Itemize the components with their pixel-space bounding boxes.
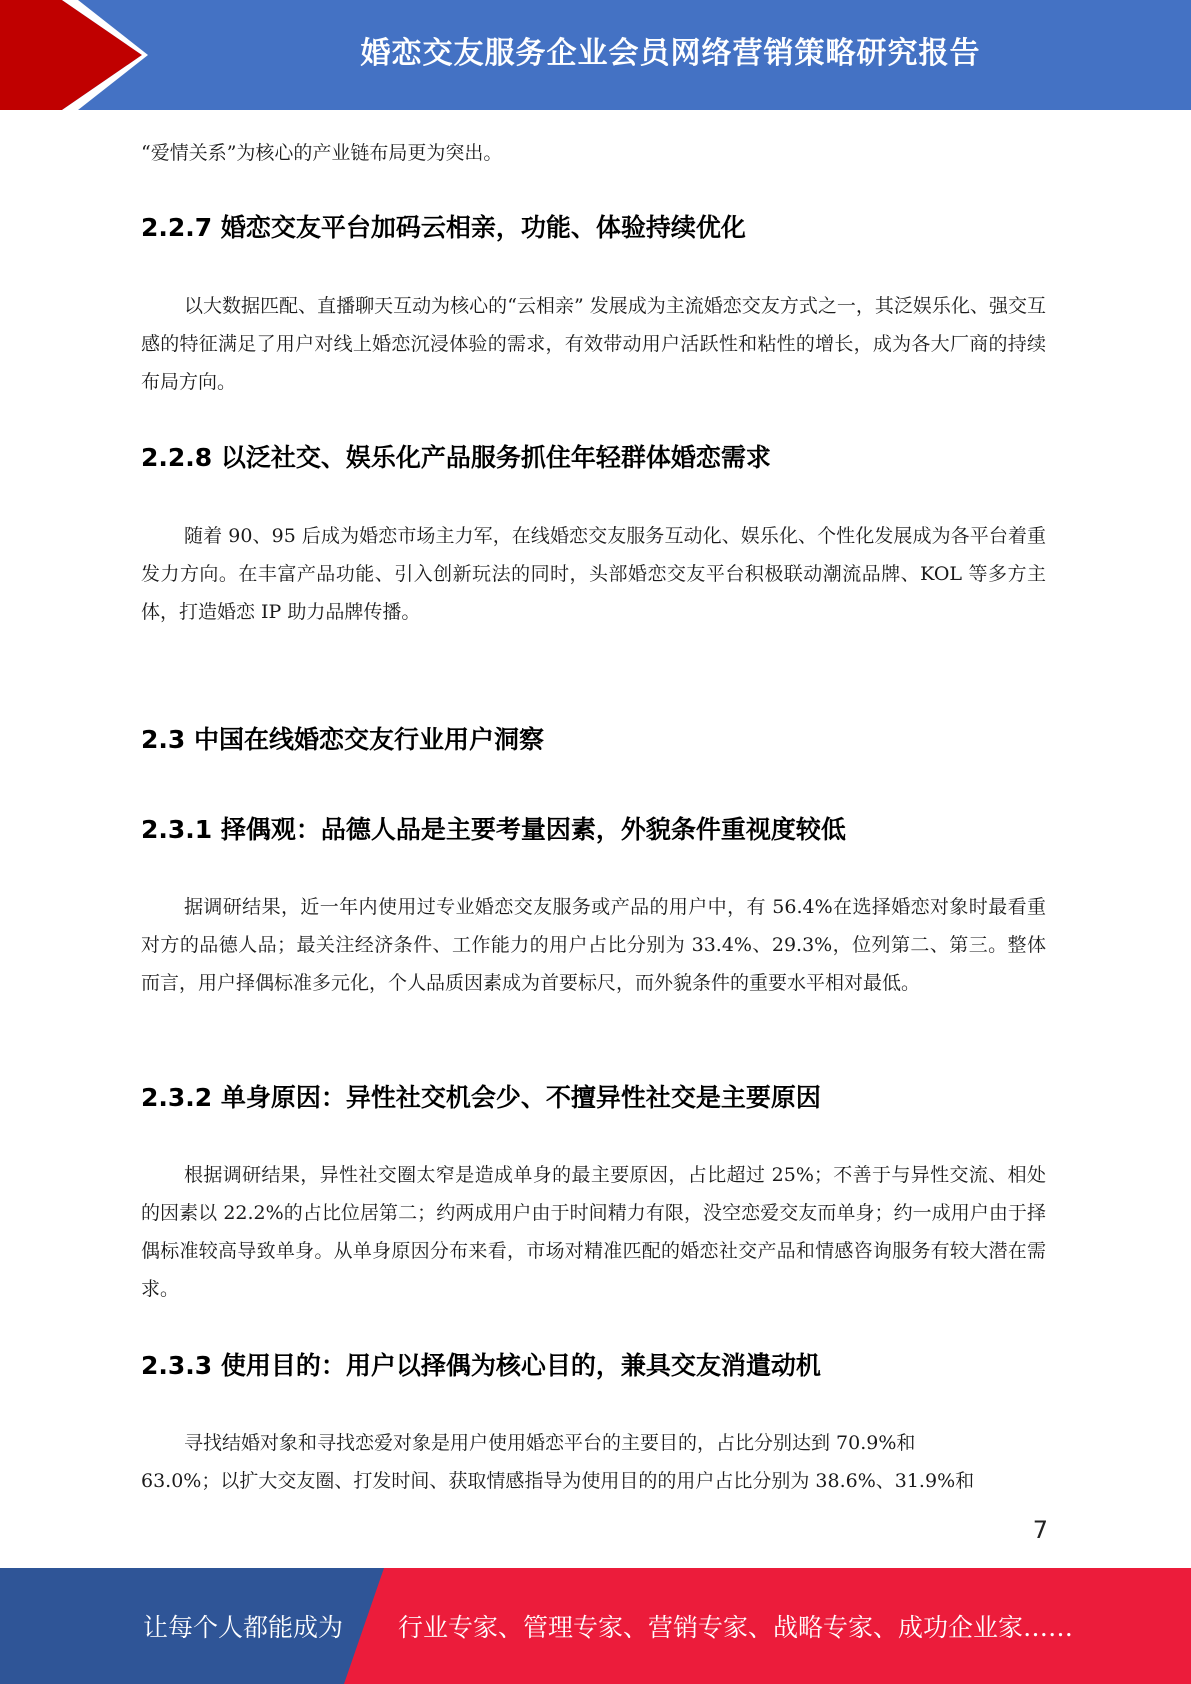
- footer-slogan-left: 让每个人都能成为: [143, 1613, 344, 1642]
- footer-slogan-right: 行业专家、管理专家、营销专家、战略专家、成功企业家……: [398, 1613, 1074, 1642]
- paragraph-2-3-2: 根据调研结果，异性社交圈太窄是造成单身的最主要原因，占比超过 25%；不善于与异性交流、相处的因素以 22.2%的占比位居第二；约两成用户由于时间精力有限，没空恋爱交友而单身；约一成用户由于择偶标准较高导致单身。从单身原因分布来看，市场对精准匹配的婚恋社交产品和情感咨询服务有较大潜在需求。: [141, 1164, 1046, 1300]
- section-heading-2-3: 2.3 中国在线婚恋交友行业用户洞察: [141, 725, 544, 754]
- section-heading-2-3-2: 2.3.2 单身原因：异性社交机会少、不擅异性社交是主要原因: [141, 1083, 821, 1112]
- paragraph-2-2-8: 随着 90、95 后成为婚恋市场主力军，在线婚恋交友服务互动化、娱乐化、个性化发展成为各平台着重发力方向。在丰富产品功能、引入创新玩法的同时，头部婚恋交友平台积极联动潮流品牌、KOL 等多方主体，打造婚恋 IP 助力品牌传播。: [141, 525, 1046, 623]
- header-title: 婚恋交友服务企业会员网络营销策略研究报告: [360, 36, 981, 71]
- page-header: [0, 0, 1191, 110]
- page-number: 7: [1032, 1516, 1048, 1544]
- paragraph-2-3-3-line2: 63.0%；以扩大交友圈、打发时间、获取情感指导为使用目的的用户占比分别为 38.6%、31.9%和: [141, 1470, 975, 1492]
- section-heading-2-2-8: 2.2.8 以泛社交、娱乐化产品服务抓住年轻群体婚恋需求: [141, 443, 771, 472]
- section-heading-2-2-7: 2.2.7 婚恋交友平台加码云相亲，功能、体验持续优化: [141, 213, 746, 242]
- paragraph-2-3-3-line1: 寻找结婚对象和寻找恋爱对象是用户使用婚恋平台的主要目的，占比分别达到 70.9%和: [184, 1432, 916, 1454]
- paragraph-2-2-7: 以大数据匹配、直播聊天互动为核心的“云相亲” 发展成为主流婚恋交友方式之一，其泛娱乐化、强交互感的特征满足了用户对线上婚恋沉浸体验的需求，有效带动用户活跃性和粘性的增长，成为各大厂商的持续布局方向。: [141, 295, 1046, 393]
- page-footer: [0, 1568, 1191, 1684]
- paragraph-2-3-1: 据调研结果，近一年内使用过专业婚恋交友服务或产品的用户中，有 56.4%在选择婚恋对象时最看重对方的品德人品；最关注经济条件、工作能力的用户占比分别为 33.4%、29.3%，位列第二、第三。整体而言，用户择偶标准多元化，个人品质因素成为首要标尺，而外貌条件的重要水平相对最低。: [141, 896, 1046, 994]
- paragraph-intro: “爱情关系”为核心的产业链布局更为突出。: [141, 142, 503, 164]
- section-heading-2-3-1: 2.3.1 择偶观：品德人品是主要考量因素，外貌条件重视度较低: [141, 815, 846, 844]
- section-heading-2-3-3: 2.3.3 使用目的：用户以择偶为核心目的，兼具交友消遣动机: [141, 1351, 821, 1380]
